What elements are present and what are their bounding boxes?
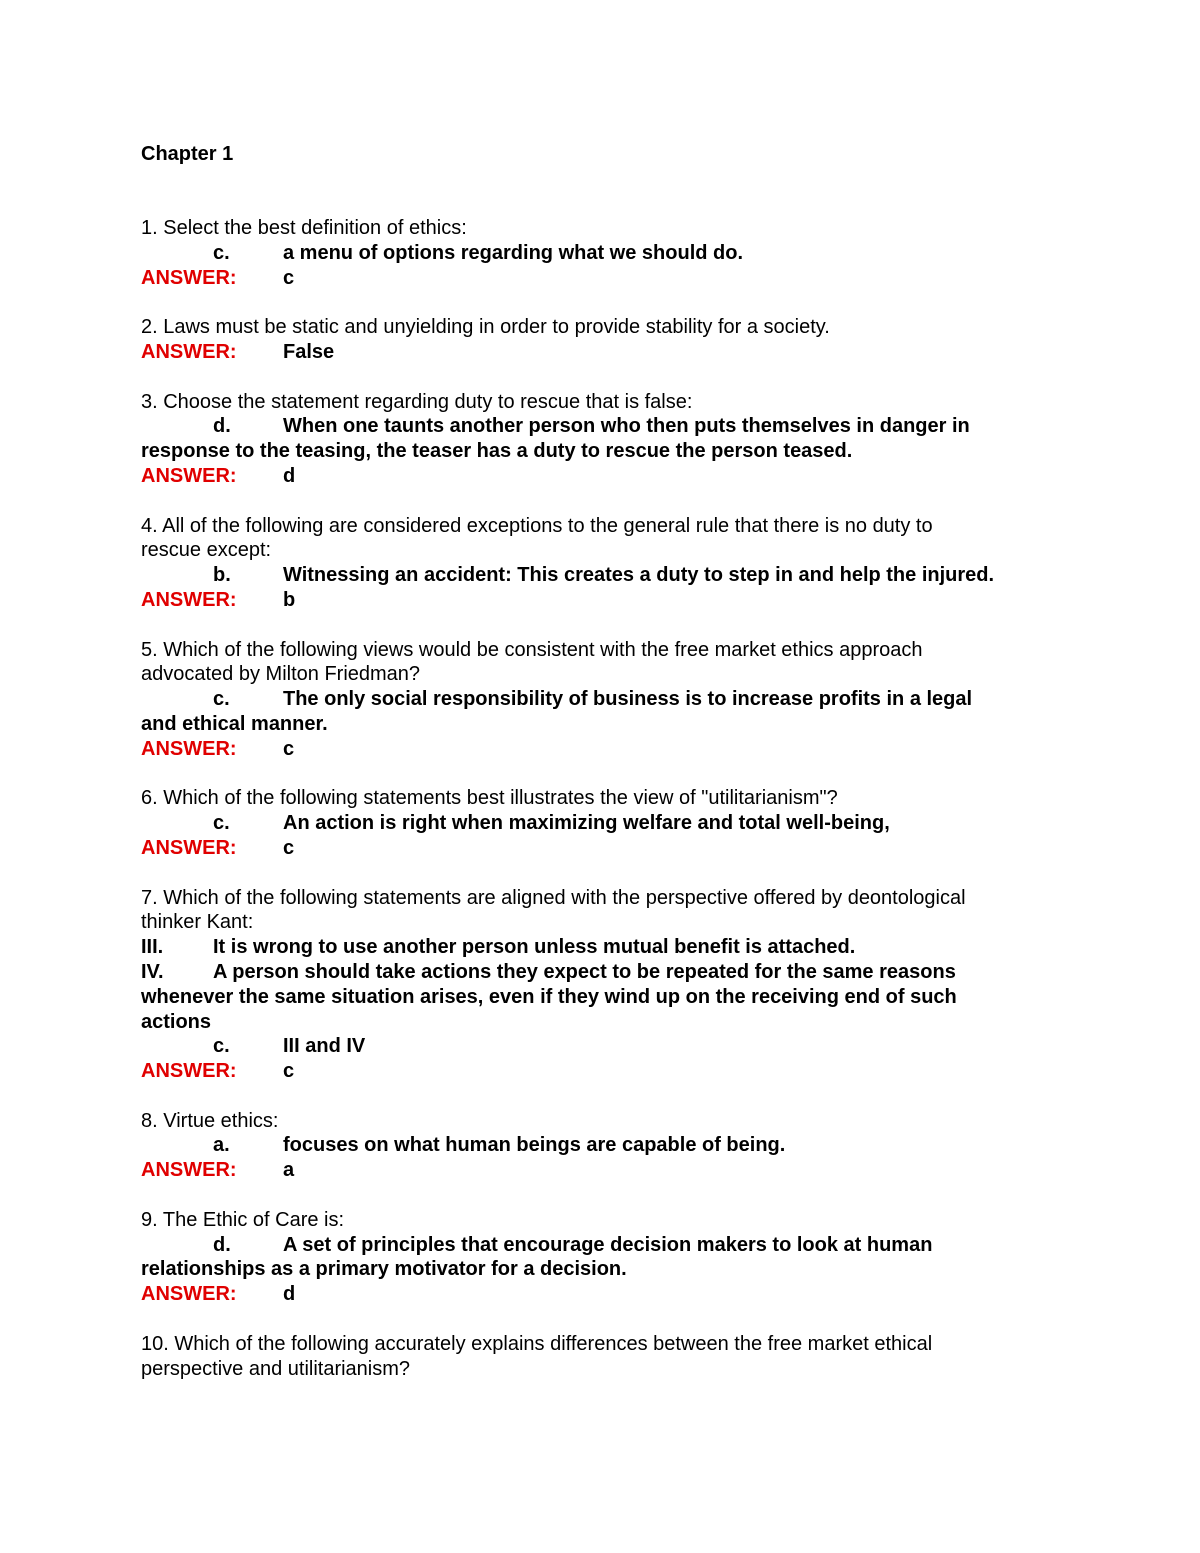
correct-option (141, 563, 1061, 588)
option-letter: b. (213, 564, 231, 587)
option-text-continued: response to the teasing, the teaser has a duty to rescue the person teased. (141, 440, 853, 463)
chapter-title: Chapter 1 (141, 143, 234, 165)
answer-value: c (283, 1060, 295, 1083)
question-1 (141, 216, 1061, 290)
answer-line (141, 737, 1061, 762)
statement-text-continued: whenever the same situation arises, even if they wind up on the receiving end of such (141, 985, 957, 1008)
correct-option (141, 687, 1061, 712)
answer-label: ANSWER: (141, 464, 237, 487)
answer-label: ANSWER: (141, 737, 237, 760)
question-stem: 2. Laws must be static and unyielding in order to provide stability for a society. (141, 316, 830, 339)
answer-label: ANSWER: (141, 1159, 237, 1182)
question-6 (141, 786, 1061, 860)
answer-value: d (283, 464, 296, 487)
option-text: focuses on what human beings are capable of being. (283, 1134, 786, 1157)
correct-option (141, 811, 1061, 836)
option-text: a menu of options regarding what we should do. (283, 241, 744, 264)
option-letter: c. (213, 241, 230, 264)
option-letter: a. (213, 1134, 230, 1157)
answer-value: c (283, 836, 295, 859)
question-stem-continued: rescue except: (141, 539, 272, 562)
question-7 (141, 886, 1061, 1084)
correct-option (141, 241, 1061, 266)
question-5 (141, 638, 1061, 762)
roman-numeral: III. (141, 936, 164, 959)
option-text-continued: and ethical manner. (141, 712, 328, 735)
question-9 (141, 1208, 1061, 1307)
roman-numeral: IV. (141, 960, 164, 983)
option-letter: d. (213, 1233, 231, 1256)
statement-iii (141, 935, 1061, 960)
question-stem: 9. The Ethic of Care is: (141, 1208, 345, 1231)
answer-line (141, 1158, 1061, 1183)
answer-value: False (283, 340, 335, 363)
correct-option (141, 1233, 1061, 1258)
statement-iv (141, 960, 1061, 985)
question-list (141, 216, 1061, 1381)
question-stem-continued: advocated by Milton Friedman? (141, 663, 421, 686)
answer-label: ANSWER: (141, 836, 237, 859)
question-10 (141, 1332, 1061, 1382)
answer-value: b (283, 588, 296, 611)
option-text: The only social responsibility of business is to increase profits in a legal (283, 688, 973, 711)
question-stem-continued: perspective and utilitarianism? (141, 1357, 411, 1380)
answer-label: ANSWER: (141, 340, 237, 363)
question-4 (141, 514, 1061, 613)
option-text: An action is right when maximizing welfare and total well-being, (283, 812, 890, 835)
option-letter: c. (213, 688, 230, 711)
correct-option (141, 1034, 1061, 1059)
option-text: A set of principles that encourage decision makers to look at human (283, 1233, 933, 1256)
answer-line (141, 340, 1061, 365)
correct-option (141, 1133, 1061, 1158)
statement-text: It is wrong to use another person unless mutual benefit is attached. (213, 936, 856, 959)
question-stem: 3. Choose the statement regarding duty to rescue that is false: (141, 390, 693, 413)
question-stem: 6. Which of the following statements best illustrates the view of "utilitarianism"? (141, 787, 838, 810)
answer-line (141, 464, 1061, 489)
question-stem: 5. Which of the following views would be consistent with the free market ethics approach (141, 638, 923, 661)
option-letter: c. (213, 812, 230, 835)
answer-line (141, 266, 1061, 291)
answer-line (141, 588, 1061, 613)
question-stem: 10. Which of the following accurately explains differences between the free market ethical (141, 1332, 933, 1355)
answer-label: ANSWER: (141, 1283, 237, 1306)
answer-label: ANSWER: (141, 588, 237, 611)
answer-line (141, 836, 1061, 861)
question-8 (141, 1109, 1061, 1183)
question-stem: 8. Virtue ethics: (141, 1109, 279, 1132)
question-stem-continued: thinker Kant: (141, 911, 254, 934)
statement-text-continued: actions (141, 1010, 212, 1033)
option-text: Witnessing an accident: This creates a duty to step in and help the injured. (283, 564, 995, 587)
question-2 (141, 315, 1061, 365)
question-stem: 7. Which of the following statements are aligned with the perspective offered by deontological (141, 886, 966, 909)
question-stem: 1. Select the best definition of ethics: (141, 217, 467, 239)
correct-option (141, 414, 1061, 439)
question-stem: 4. All of the following are considered exceptions to the general rule that there is no duty to (141, 514, 933, 537)
option-text: III and IV (283, 1035, 366, 1058)
question-3 (141, 390, 1061, 489)
option-letter: d. (213, 415, 231, 438)
option-letter: c. (213, 1035, 230, 1058)
answer-label: ANSWER: (141, 1060, 237, 1083)
answer-line (141, 1282, 1061, 1307)
answer-label: ANSWER: (141, 266, 237, 289)
answer-value: d (283, 1283, 296, 1306)
statement-text: A person should take actions they expect to be repeated for the same reasons (213, 960, 956, 983)
answer-line (141, 1059, 1061, 1084)
option-text-continued: relationships as a primary motivator for a decision. (141, 1258, 627, 1281)
option-text: When one taunts another person who then puts themselves in danger in (283, 415, 970, 438)
answer-value: c (283, 266, 295, 289)
answer-value: c (283, 737, 295, 760)
answer-value: a (283, 1159, 295, 1182)
